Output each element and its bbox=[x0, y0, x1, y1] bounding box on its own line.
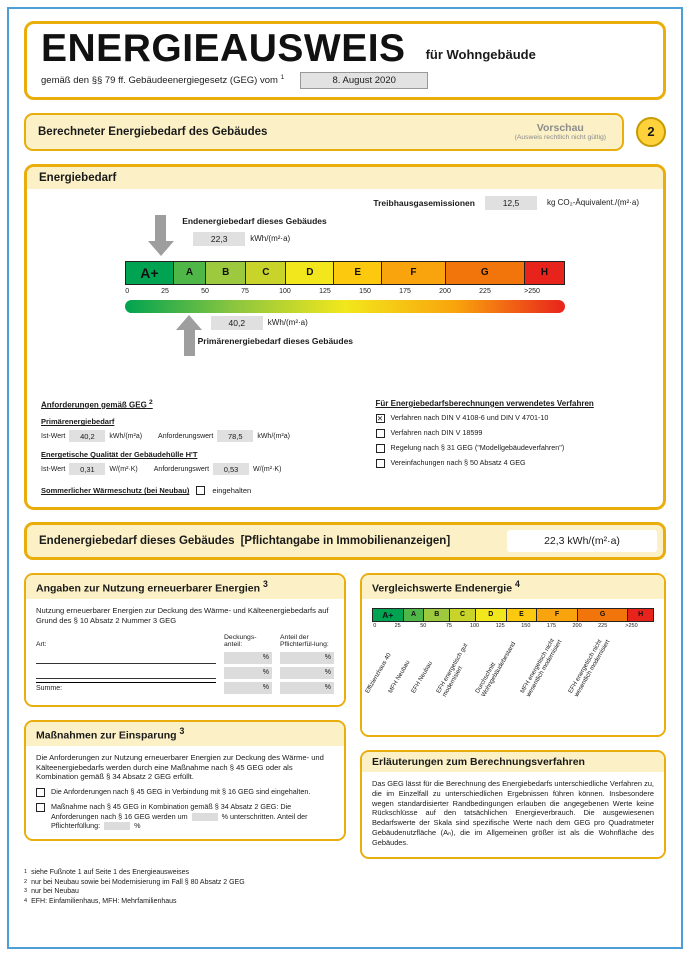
energy-class-cell: H bbox=[525, 262, 564, 284]
massnahme-option-label: Maßnahme nach § 45 GEG in Kombination gemäß § 34 Absatz 2 GEG: Die Anforderungen nach § 16 GEG werden um % unterschritten. Anteil der Pflichterfüllung: % bbox=[51, 802, 308, 831]
energy-class-cell: A+ bbox=[373, 609, 404, 621]
requirements-block bbox=[41, 399, 356, 496]
footnote: 1 siehe Fußnote 1 auf Seite 1 des Energieausweises bbox=[24, 868, 190, 876]
renewables-box bbox=[24, 573, 346, 707]
method-option-label: Regelung nach § 31 GEG ("Modellgebäudeverfahren") bbox=[390, 442, 565, 452]
comparison-label: EFH energetisch nicht wesentlich modernisiert bbox=[567, 638, 612, 699]
summer-heat-protection-row: Sommerlicher Wärmeschutz (bei Neubau) eingehalten bbox=[41, 486, 252, 496]
comparison-scale-ticks: 0 25 50 75 100 125 150 175 200 225 >250 bbox=[373, 622, 638, 629]
energy-class-cell: C bbox=[450, 609, 476, 621]
footnote: 3 nur bei Neubau bbox=[24, 888, 79, 896]
massnahme-checkbox[interactable] bbox=[36, 803, 45, 812]
method-checkbox[interactable]: ✕ bbox=[376, 413, 384, 423]
method-option bbox=[376, 458, 649, 468]
endbar-label: Endenergiebedarf dieses Gebäudes bbox=[39, 535, 235, 548]
energiebedarf-box bbox=[24, 164, 666, 511]
sum-deckung-field[interactable]: % bbox=[224, 682, 272, 694]
erlaeuterungen-box bbox=[360, 750, 666, 859]
comparison-label: MFH Neubau bbox=[386, 659, 412, 695]
energy-class-cell: C bbox=[246, 262, 286, 284]
pflicht-field[interactable]: % bbox=[280, 652, 334, 664]
page-subtitle: für Wohngebäude bbox=[425, 46, 536, 62]
endbar-value: 22,3 kWh/(m²·a) bbox=[507, 530, 657, 552]
energy-class-cell: F bbox=[382, 262, 446, 284]
energy-class-cell: E bbox=[334, 262, 382, 284]
percent-blank-field[interactable] bbox=[104, 822, 130, 830]
massnahmen-box bbox=[24, 720, 346, 841]
comparison-labels bbox=[364, 634, 654, 726]
energy-class-band bbox=[125, 261, 565, 285]
envelope-ist-field[interactable]: 0,31 bbox=[69, 463, 105, 475]
gradient-scale-bar bbox=[125, 300, 565, 313]
method-checkbox[interactable] bbox=[376, 444, 385, 453]
law-reference: gemäß den §§ 79 ff. Gebäudeenergiegesetz (GEG) vom $^1$ bbox=[41, 74, 285, 87]
massnahme-option bbox=[36, 802, 334, 830]
energy-class-cell: F bbox=[537, 609, 578, 621]
energy-class-cell: D bbox=[286, 262, 334, 284]
energy-class-cell: A bbox=[404, 609, 425, 621]
envelope-quality-subtitle: Energetische Qualität der Gebäudehülle H'T bbox=[41, 450, 198, 460]
method-option bbox=[376, 413, 649, 423]
method-option-label: Verfahren nach DIN V 18599 bbox=[390, 427, 483, 437]
primary-ist-field[interactable]: 40,2 bbox=[69, 430, 105, 442]
erlaeuterungen-title: Erläuterungen zum Berechnungsverfahren bbox=[362, 752, 664, 772]
page-title: ENERGIEAUSWEIS bbox=[41, 27, 406, 70]
primaerenergie-value-field[interactable]: 40,2 bbox=[211, 316, 263, 330]
column-header-deckung: Deckungs-anteil: bbox=[224, 633, 257, 649]
header bbox=[24, 21, 666, 100]
envelope-requirement-row: Ist-Wert 0,31 W/(m²·K) Anforderungswert 0,53 W/(m²·K) bbox=[41, 464, 282, 474]
erlaeuterungen-text: Das GEG lässt für die Berechnung des Energiebedarfs unterschiedliche Verfahren zu, die im Einzelfall zu unterschiedlichen Ergebnissen führen können. Insbesondere wegen standardisierter Randbedingungen erlauben die angegebenen Werte keine Rückschlüsse auf den tatsächlichen Energieverbrauch. Die ausgewiesenen Bedarfswerte der Skala sind spezifische Werte nach dem GEG pro Quadratmeter Gebäudenutzfläche (Aₙ), die im Allgemeinen größer ist als die Wohnfläche des Gebäudes. bbox=[372, 778, 654, 847]
energy-class-cell: D bbox=[476, 609, 507, 621]
energy-class-cell: E bbox=[507, 609, 538, 621]
endenergie-value-row bbox=[193, 232, 290, 246]
sum-label: Summe: bbox=[36, 682, 216, 696]
energy-class-cell: A+ bbox=[126, 262, 174, 284]
energy-scale bbox=[125, 215, 565, 381]
section-title: Berechneter Energiebedarf des Gebäudes bbox=[38, 125, 268, 138]
primary-requirement-subtitle: Primärenergiebedarf bbox=[41, 417, 115, 427]
summer-checkbox[interactable] bbox=[196, 486, 205, 495]
vergleichswerte-box bbox=[360, 573, 666, 737]
ghg-value-field[interactable]: 12,5 bbox=[485, 196, 537, 210]
method-option bbox=[376, 443, 649, 453]
certificate-page bbox=[7, 7, 683, 949]
deckung-field[interactable]: % bbox=[224, 652, 272, 664]
energy-class-cell: B bbox=[424, 609, 450, 621]
massnahme-option bbox=[36, 787, 334, 797]
renewables-intro: Nutzung erneuerbarer Energien zur Deckung des Wärme- und Kälteenergiebedarfs auf Grund des § 10 Absatz 2 Nummer 3 GEG bbox=[36, 605, 329, 625]
energy-class-cell: G bbox=[578, 609, 628, 621]
method-checkbox[interactable] bbox=[376, 459, 385, 468]
comparison-label: EFH energetisch gut modernisiert bbox=[434, 642, 470, 699]
pflicht-field[interactable]: % bbox=[280, 667, 334, 679]
renewables-title: Angaben zur Nutzung erneuerbarer Energien $^3$ bbox=[26, 575, 344, 599]
method-option bbox=[376, 428, 649, 438]
percent-blank-field[interactable] bbox=[192, 813, 218, 821]
comparison-label: Effizienzhaus 40 bbox=[364, 651, 394, 695]
method-option-label: Verfahren nach DIN V 4108-6 und DIN V 4701-10 bbox=[390, 412, 549, 422]
deckung-field[interactable]: % bbox=[224, 667, 272, 679]
energy-class-cell: A bbox=[174, 262, 206, 284]
primaerenergie-label: Primärenergiebedarf dieses Gebäudes bbox=[197, 335, 354, 346]
ghg-emissions-row bbox=[41, 196, 649, 210]
method-checkbox[interactable] bbox=[376, 429, 385, 438]
section-bar bbox=[24, 113, 624, 151]
comparison-label: MFH energetisch nicht wesentlich modernisiert bbox=[519, 637, 565, 699]
massnahme-option-label: Die Anforderungen nach § 45 GEG in Verbindung mit § 16 GEG sind eingehalten. bbox=[51, 787, 311, 797]
envelope-anf-field[interactable]: 0,53 bbox=[213, 463, 249, 475]
primary-requirement-row: Ist-Wert 40,2 kWh/(m²a) Anforderungswert 78,5 kWh/(m²a) bbox=[41, 431, 290, 441]
art-input-line[interactable] bbox=[36, 667, 216, 679]
requirements-title: Anforderungen gemäß GEG $^2$ bbox=[41, 398, 153, 410]
endenergie-value-field[interactable]: 22,3 bbox=[193, 232, 245, 246]
endenergie-label: Endenergiebedarf dieses Gebäudes bbox=[182, 215, 327, 226]
scale-ticks: 0 25 50 75 100 125 150 175 200 225 >250 bbox=[125, 287, 540, 295]
comparison-class-band bbox=[372, 608, 654, 622]
footnote-ref: 1 bbox=[280, 74, 285, 82]
energy-class-cell: G bbox=[446, 262, 525, 284]
sum-pflicht-field[interactable]: % bbox=[280, 682, 334, 694]
column-header-art: Art: bbox=[36, 641, 47, 649]
comparison-label: Durchschnitt Wohngebäudebestand bbox=[474, 640, 518, 699]
endenergiebedarf-bar bbox=[24, 522, 666, 560]
comparison-label: EFH Neubau bbox=[409, 660, 434, 695]
preview-watermark: Vorschau (Ausweis rechtlich nicht gültig) bbox=[514, 122, 606, 142]
massnahmen-title: Maßnahmen zur Einsparung $^3$ bbox=[26, 722, 344, 746]
column-header-pflicht: Anteil der Pflichterfül-lung: bbox=[280, 633, 329, 649]
primaerenergie-unit: kWh/(m²·a) bbox=[267, 318, 308, 328]
energiebedarf-box-title: Energiebedarf bbox=[27, 167, 663, 189]
ghg-unit: kg CO₂-Äquivalent./(m²·a) bbox=[546, 198, 639, 208]
method-option-label: Vereinfachungen nach § 50 Absatz 4 GEG bbox=[390, 457, 526, 467]
massnahmen-intro: Die Anforderungen zur Nutzung erneuerbarer Energien zur Deckung des Wärme- und Kälteenergiebedarfs werden durch eine Maßnahme nach § 45 GEG oder als Kombination gemäß § 34 Absatz 2 GEG erfüllt. bbox=[36, 752, 324, 782]
page-number-badge: 2 bbox=[636, 117, 666, 147]
primary-anf-field[interactable]: 78,5 bbox=[217, 430, 253, 442]
endenergie-unit: kWh/(m²·a) bbox=[250, 234, 291, 244]
issue-date-box: 8. August 2020 bbox=[300, 72, 428, 89]
renewables-table bbox=[36, 634, 334, 697]
primaerenergie-value-row bbox=[211, 316, 308, 330]
energy-class-cell: H bbox=[628, 609, 653, 621]
footnotes bbox=[24, 868, 666, 907]
method-title: Für Energiebedarfsberechnungen verwendetes Verfahren bbox=[375, 398, 594, 408]
art-input-line[interactable] bbox=[36, 652, 216, 664]
endbar-bracket: [Pflichtangabe in Immobilienanzeigen] bbox=[240, 535, 451, 548]
massnahme-checkbox[interactable] bbox=[36, 788, 45, 797]
footnote: 4 EFH: Einfamilienhaus, MFH: Mehrfamilienhaus bbox=[24, 898, 177, 906]
endenergie-marker-arrow-icon bbox=[148, 215, 174, 256]
ghg-label: Treibhausgasemissionen bbox=[373, 197, 475, 208]
footnote: 2 nur bei Neubau sowie bei Modernisierung im Fall § 80 Absatz 2 GEG bbox=[24, 878, 245, 886]
vergleichswerte-title: Vergleichswerte Endenergie $^4$ bbox=[362, 575, 664, 599]
energy-class-cell: B bbox=[206, 262, 246, 284]
calculation-method-block bbox=[376, 399, 649, 496]
